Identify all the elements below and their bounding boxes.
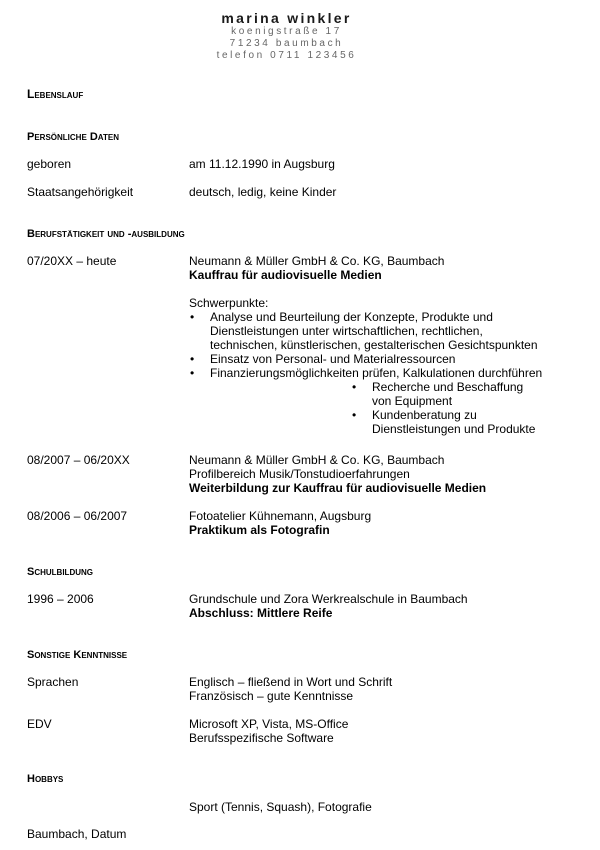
languages-list [189, 675, 589, 703]
language-item: Englisch – fließend in Wort und Schrift [189, 675, 393, 689]
address-city: 71234 baumbach [229, 38, 344, 49]
address-street: koenigstraße 17 [231, 26, 342, 37]
phone-number: telefon 0711 123456 [216, 50, 357, 61]
languages-label: Sprachen [27, 675, 79, 689]
language-item: Französisch – gute Kenntnisse [189, 689, 354, 703]
it-item: Microsoft XP, Vista, MS-Office [189, 717, 349, 731]
career-entry [189, 254, 589, 282]
list-item-text: Dienstleistungen unter wirtschaftlichen, rechtlichen, [210, 324, 483, 338]
school-entry [189, 592, 589, 620]
it-label: EDV [27, 717, 52, 731]
school-degree: Abschluss: Mittlere Reife [189, 606, 333, 620]
born-label: geboren [27, 157, 72, 171]
section-heading-school: Schulbildung [27, 566, 93, 578]
career-company: Neumann & Müller GmbH & Co. KG, Baumbach [189, 453, 445, 467]
place-date: Baumbach, Datum [27, 827, 127, 841]
list-item [189, 366, 589, 380]
career-detail: Profilbereich Musik/Tonstudioerfahrungen [189, 467, 410, 481]
hobbies-value: Sport (Tennis, Squash), Fotografie [189, 800, 372, 814]
section-heading-career: Berufstätigkeit und -ausbildung [27, 228, 185, 240]
list-item-text: • Einsatz von Personal- und Materialressourcen [210, 352, 456, 366]
list-item [351, 408, 589, 436]
career-period: 08/2006 – 06/2007 [27, 509, 128, 523]
career-company: Fotoatelier Kühnemann, Augsburg [189, 509, 372, 523]
career-role: Kauffrau für audiovisuelle Medien [189, 268, 382, 282]
section-heading-hobbies: Hobbys [27, 773, 64, 785]
career-period: 08/2007 – 06/20XX [27, 453, 130, 467]
school-name: Grundschule und Zora Werkrealschule in Baumbach [189, 592, 468, 606]
school-period: 1996 – 2006 [27, 592, 94, 606]
contact-header [0, 10, 573, 62]
list-item-text: • Kundenberatung zu [372, 408, 477, 422]
it-list [189, 717, 589, 745]
career-role: Weiterbildung zur Kauffrau für audiovisuelle Medien [189, 481, 487, 495]
list-item-text: • Finanzierungsmöglichkeiten prüfen, Kalkulationen durchführen [210, 366, 543, 380]
focus-sub-list [351, 380, 589, 436]
career-entry [189, 453, 589, 495]
born-value: am 11.12.1990 in Augsburg [189, 157, 335, 171]
list-item-text: • Analyse und Beurteilung der Konzepte, Produkte und [210, 310, 493, 324]
list-item-text: technischen, künstlerischen, gestalterischen Gesichtspunkten [210, 338, 538, 352]
nationality-label: Staatsangehörigkeit [27, 185, 134, 199]
list-item-text: Dienstleistungen und Produkte [372, 422, 536, 436]
document-title: Lebenslauf [27, 87, 84, 101]
career-role: Praktikum als Fotografin [189, 523, 330, 537]
nationality-value: deutsch, ledig, keine Kinder [189, 185, 337, 199]
list-item [189, 352, 589, 366]
section-heading-skills: Sonstige Kenntnisse [27, 649, 128, 661]
career-company: Neumann & Müller GmbH & Co. KG, Baumbach [189, 254, 445, 268]
focus-list [189, 310, 589, 380]
it-item: Berufsspezifische Software [189, 731, 334, 745]
list-item-text: • Recherche und Beschaffung [372, 380, 524, 394]
career-period: 07/20XX – heute [27, 254, 117, 268]
section-heading-personal: Persönliche Daten [27, 131, 119, 143]
applicant-name: marina winkler [221, 10, 352, 26]
list-item [189, 310, 589, 352]
career-focus [189, 296, 589, 436]
list-item [351, 380, 589, 408]
focus-label: Schwerpunkte: [189, 296, 269, 310]
list-item-text: von Equipment [372, 394, 453, 408]
career-entry [189, 509, 589, 537]
